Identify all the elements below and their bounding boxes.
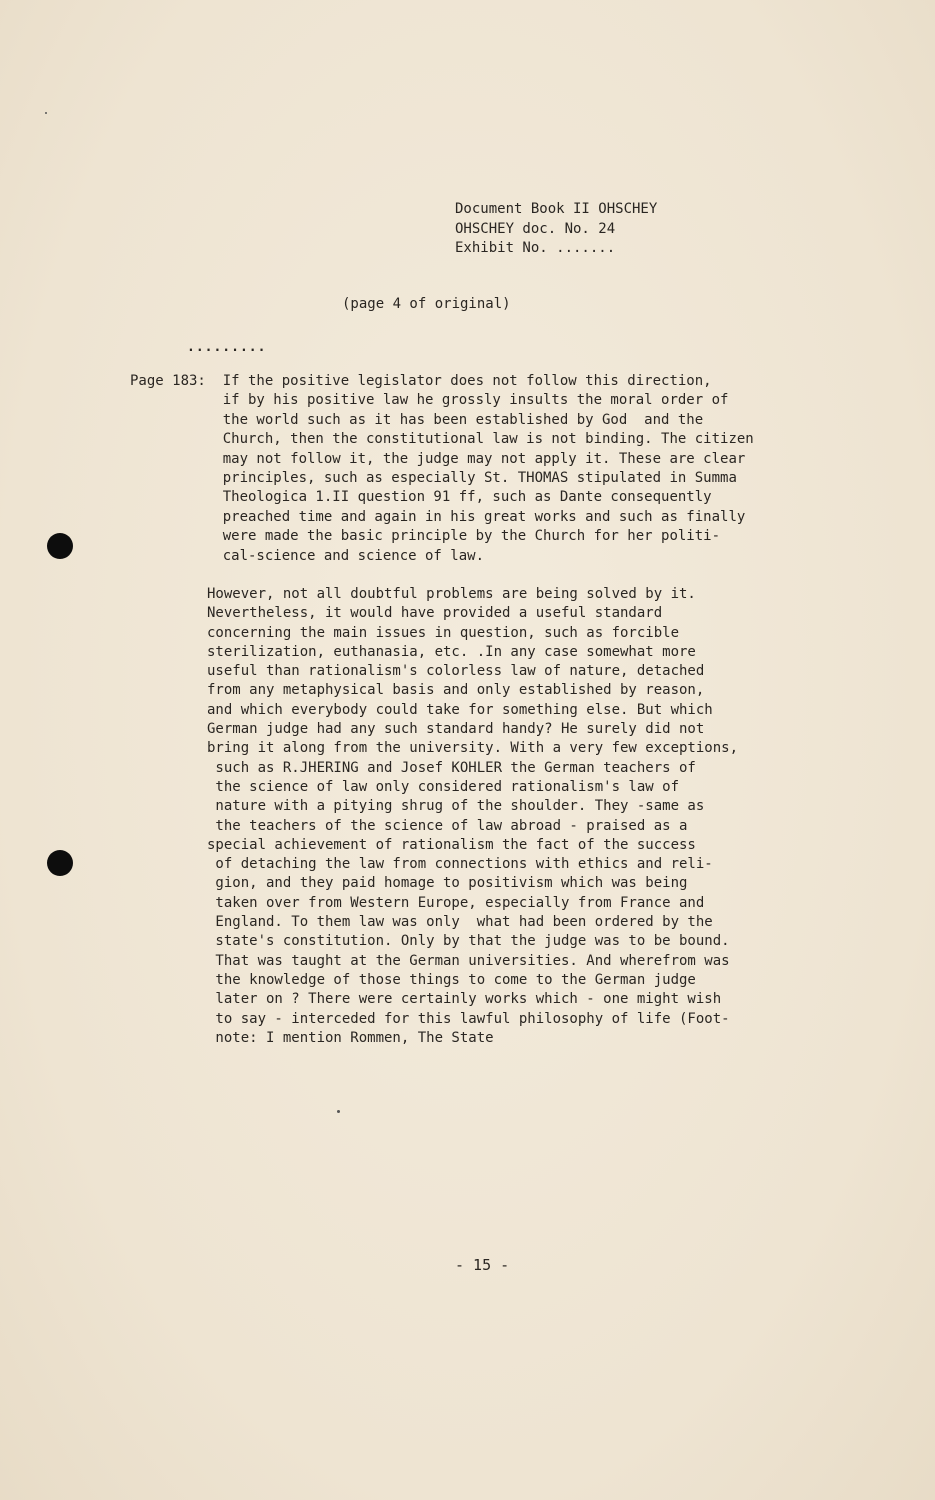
text-line: concerning the main issues in question, such as forcible [207,624,680,641]
text-line: note: I mention Rommen, The State [207,1029,494,1046]
text-line: useful than rationalism's colorless law of nature, detached [207,663,705,680]
document-book-line: Document Book II OHSCHEY [455,201,658,217]
text-line: and which everybody could take for something else. But which [207,701,713,718]
text-line: the teachers of the science of law abroad - praised as a [207,817,688,834]
text-line: However, not all doubtful problems are being solved by it. [207,586,696,602]
text-line: Church, then the constitutional law is not binding. The citizen [130,431,754,448]
text-line: the world such as it has been established by God and the [130,411,704,428]
page-of-original: (page 4 of original) [342,296,511,312]
text-line: England. To them law was only what had been ordered by the [207,914,713,931]
text-line: from any metaphysical basis and only established by reason, [207,682,705,699]
text-line: the science of law only considered rationalism's law of [207,778,680,795]
text-line: were made the basic principle by the Church for her politi- [130,528,721,545]
text-line: taken over from Western Europe, especially from France and [207,894,705,911]
paper-speck [337,1110,340,1113]
document-header [455,200,657,259]
doc-number-line: OHSCHEY doc. No. 24 [455,220,616,237]
page-number: - 15 - [455,1256,510,1274]
text-line: the knowledge of those things to come to the German judge [207,971,696,988]
punch-hole-icon [47,533,73,559]
text-line: state's constitution. Only by that the judge was to be bound. [207,933,730,950]
text-line: may not follow it, the judge may not apply it. These are clear [130,450,746,467]
text-line: such as R.JHERING and Josef KOHLER the German teachers of [207,759,696,776]
paragraph-2 [207,585,738,1048]
text-line: Theologica 1.II question 91 ff, such as Dante consequently [130,489,712,506]
text-line: of detaching the law from connections with ethics and reli- [207,856,713,873]
text-line: Nevertheless, it would have provided a useful standard [207,605,663,622]
text-line: That was taught at the German universities. And wherefrom was [207,952,730,969]
text-line: if by his positive law he grossly insults the moral order of [130,392,729,409]
text-line: principles, such as especially St. THOMAS stipulated in Summa [130,470,737,487]
text-line: nature with a pitying shrug of the shoulder. They -same as [207,798,705,815]
ellipsis-dots: ......... [187,340,267,355]
paragraph-1 [130,372,754,566]
text-line: preached time and again in his great works and such as finally [130,508,746,525]
text-line: cal-science and science of law. [130,547,485,564]
text-line: Page 183: If the positive legislator does not follow this direction, [130,373,712,389]
text-line: special achievement of rationalism the fact of the success [207,836,696,853]
punch-hole-icon [47,850,73,876]
text-line: sterilization, euthanasia, etc. .In any case somewhat more [207,643,696,660]
text-line: later on ? There were certainly works which - one might wish [207,991,722,1008]
paper-speck [45,112,47,114]
text-line: gion, and they paid homage to positivism which was being [207,875,688,892]
text-line: to say - interceded for this lawful philosophy of life (Foot- [207,1010,730,1027]
text-line: bring it along from the university. With a very few exceptions, [207,740,739,757]
exhibit-number-line: Exhibit No. ....... [455,240,616,256]
text-line: German judge had any such standard handy? He surely did not [207,721,705,738]
